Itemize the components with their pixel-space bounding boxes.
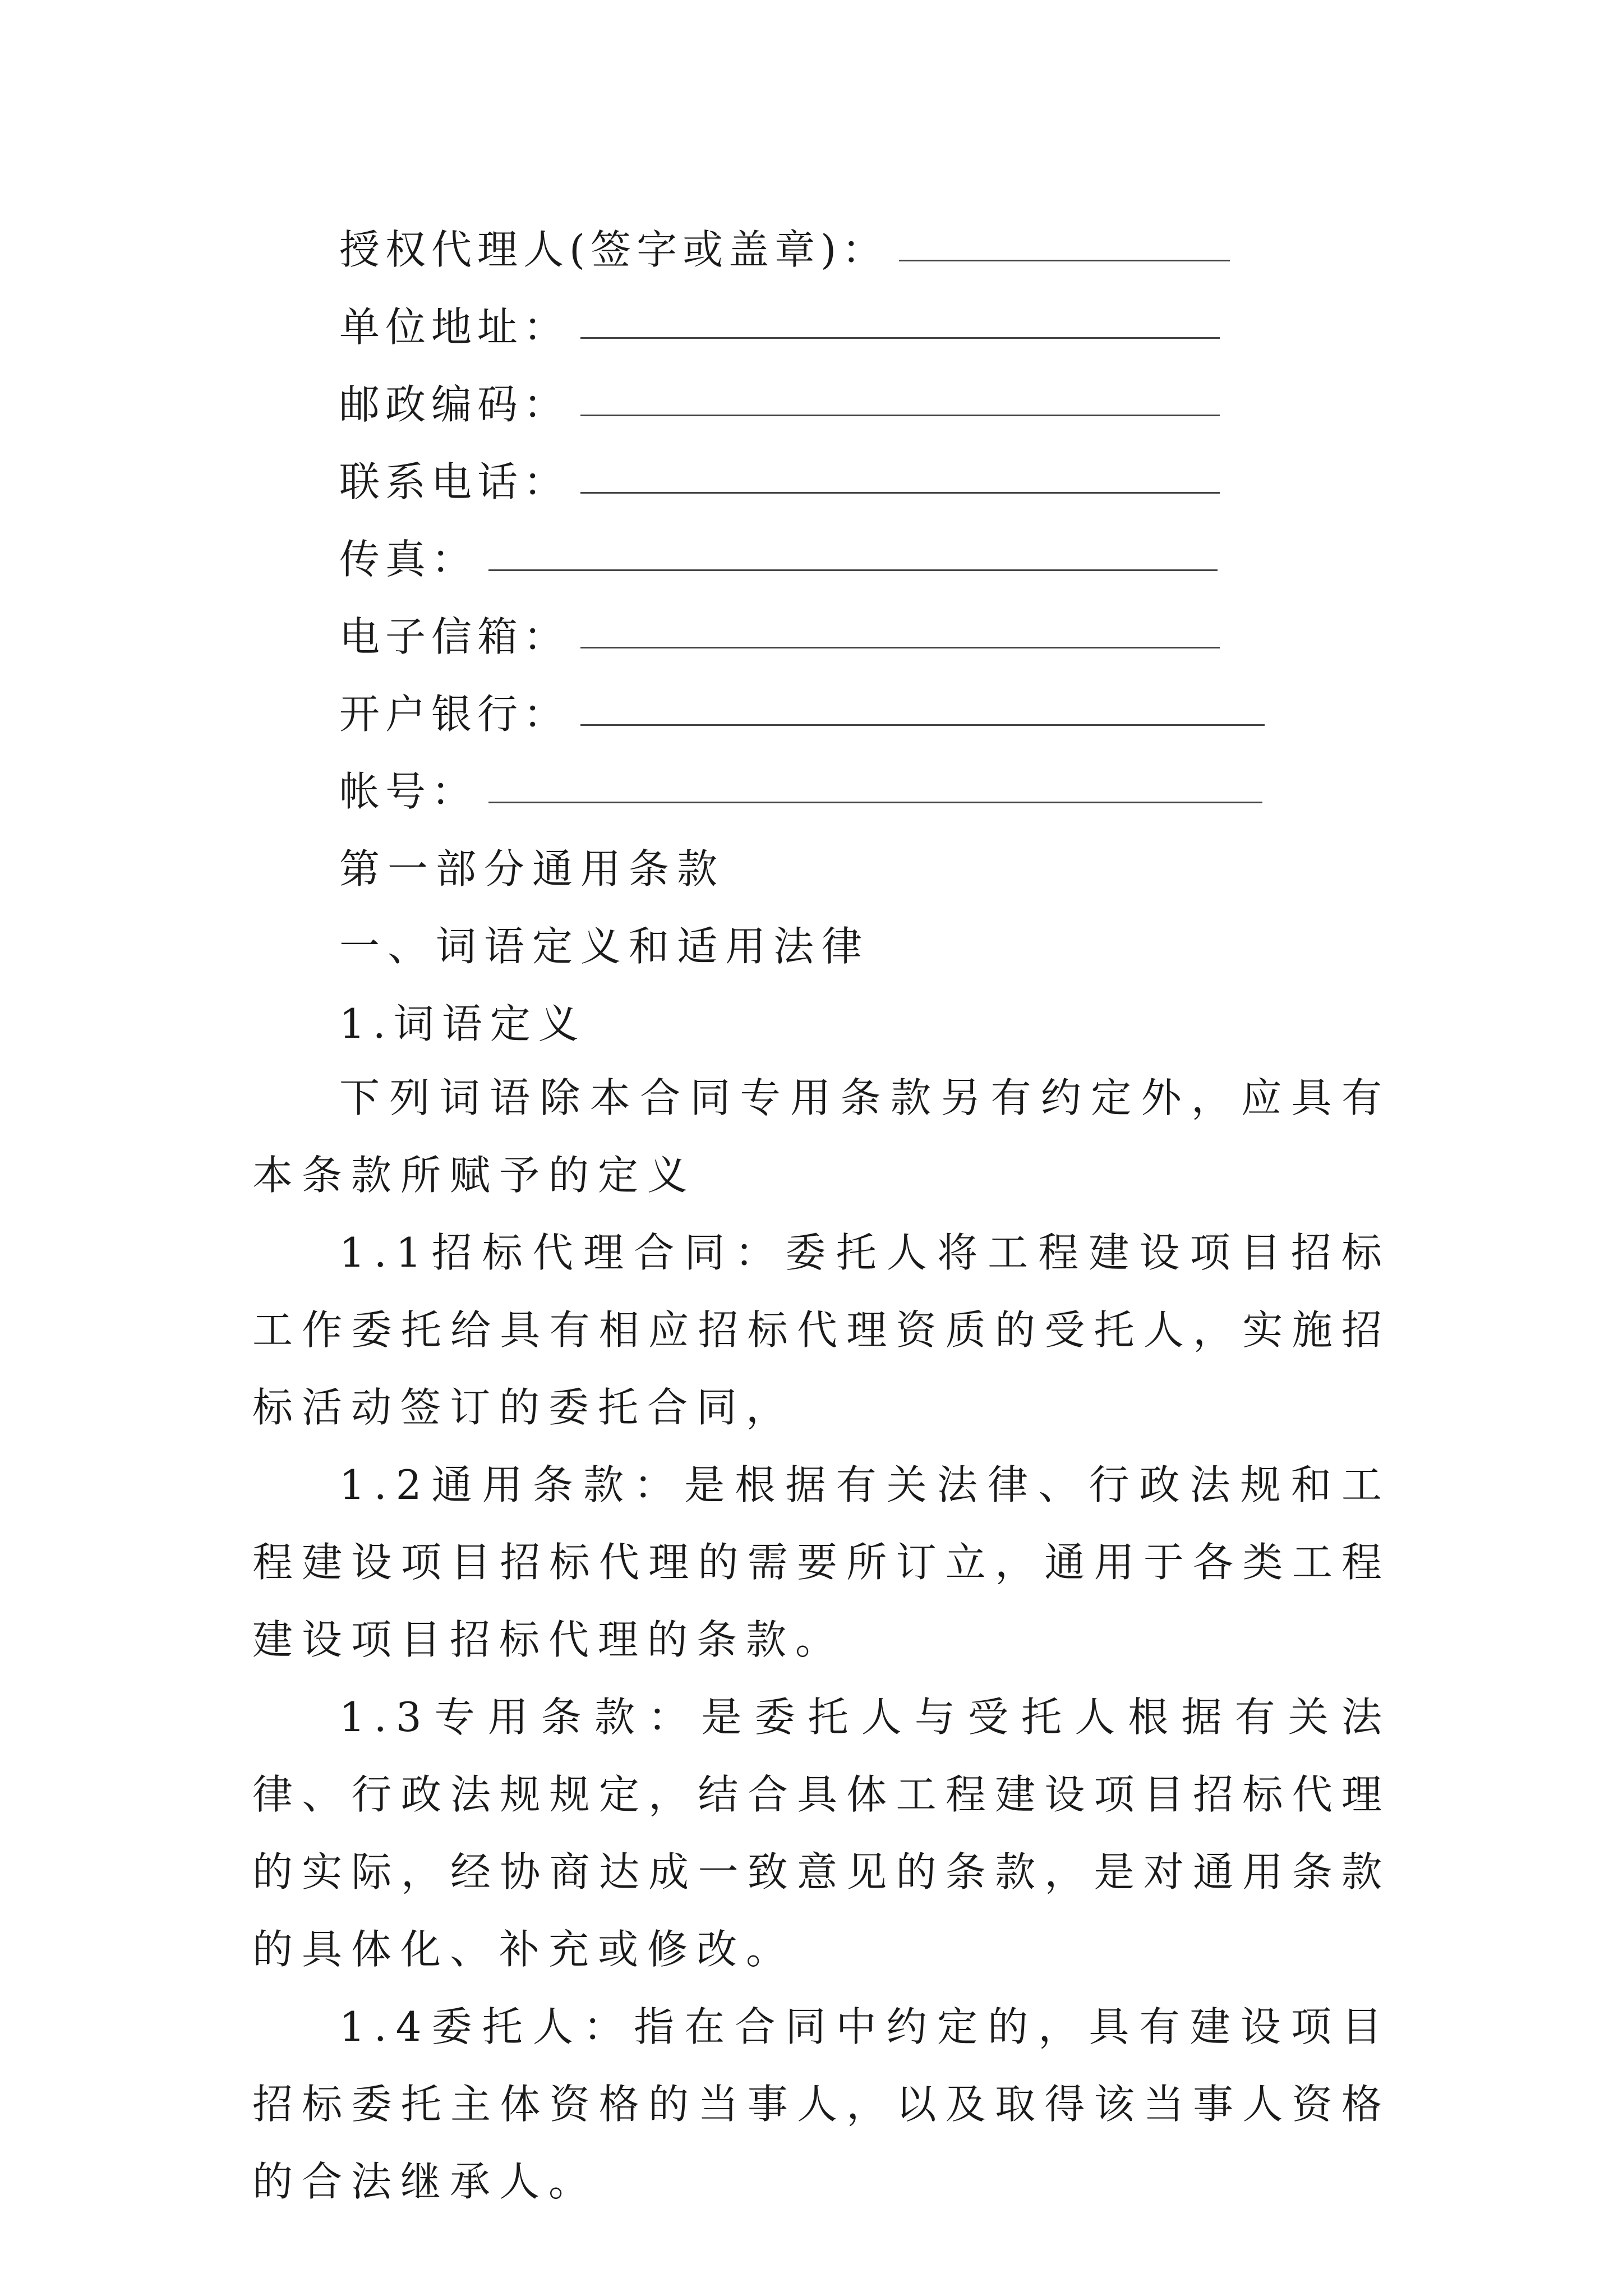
field-postcode [252, 362, 1391, 440]
field-fax [252, 517, 1391, 595]
paragraph-1-4: 1.4委托人：指在合同中约定的，具有建设项目招标委托主体资格的当事人，以及取得该当事人资格的合法继承人。 [252, 2003, 1391, 2205]
fill-in-blank [899, 254, 1230, 261]
field-authorized-agent [252, 208, 1391, 285]
field-label: 传真： [339, 536, 478, 583]
field-email [252, 595, 1391, 672]
field-account [252, 749, 1391, 827]
field-bank [252, 672, 1391, 749]
part-title: 第一部分通用条款 [339, 845, 726, 892]
section-title: 一、词语定义和适用法律 [339, 923, 870, 970]
fill-in-blank [580, 409, 1220, 416]
subsection-title: 1.词语定义 [339, 1000, 587, 1047]
field-phone [252, 440, 1391, 517]
field-label: 授权代理人(签字或盖章)： [339, 226, 888, 273]
fill-in-blank [488, 796, 1262, 803]
field-label: 开户银行： [339, 691, 570, 738]
document-content [252, 208, 1391, 2220]
field-address [252, 285, 1391, 362]
field-label: 电子信箱： [339, 613, 570, 660]
paragraph-1-1: 1.1招标代理合同：委托人将工程建设项目招标工作委托给具有相应招标代理资质的受托人，实施招标活动签订的委托合同， [252, 1229, 1391, 1431]
fill-in-blank [580, 641, 1220, 648]
paragraph-1-2: 1.2通用条款：是根据有关法律、行政法规和工程建设项目招标代理的需要所订立，通用于各类工程建设项目招标代理的条款。 [252, 1461, 1391, 1663]
field-label: 联系电话： [339, 458, 570, 505]
paragraph-intro: 下列词语除本合同专用条款另有约定外，应具有本条款所赋予的定义 [252, 1074, 1391, 1199]
paragraph-1-3: 1.3专用条款：是委托人与受托人根据有关法律、行政法规规定，结合具体工程建设项目招标代理的实际，经协商达成一致意见的条款，是对通用条款的具体化、补充或修改。 [252, 1694, 1391, 1973]
field-label: 单位地址： [339, 303, 570, 351]
field-label: 邮政编码： [339, 381, 570, 428]
fill-in-blank [580, 719, 1265, 726]
fill-in-blank [488, 564, 1218, 571]
fill-in-blank [580, 332, 1220, 339]
fill-in-blank [580, 486, 1220, 494]
field-label: 帐号： [339, 768, 478, 815]
